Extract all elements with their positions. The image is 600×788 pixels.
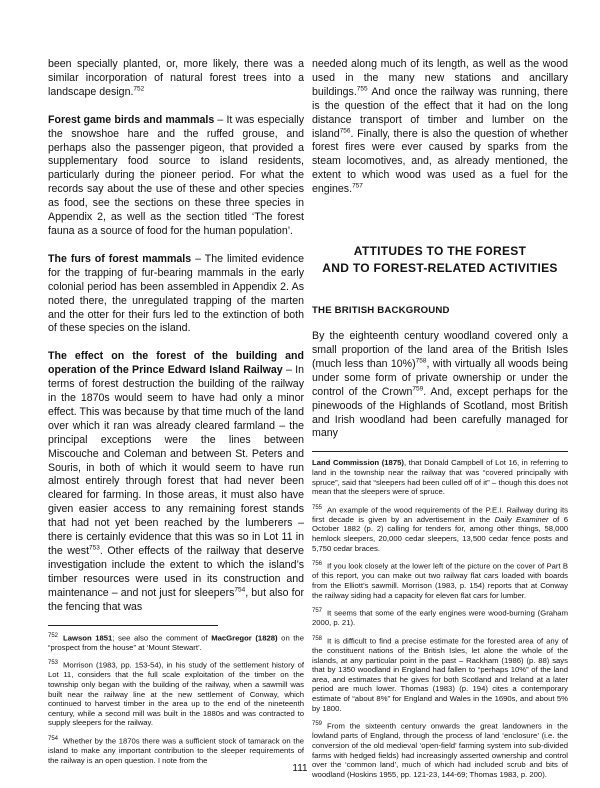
paragraph-landscape: been specially planted, or, more likely, there was a similar incorporation of natural forest trees into a landscape design.$^{752}$ <box>48 58 304 98</box>
paragraph-lead: Forest game birds and mammals <box>48 113 215 126</box>
footnote-ref-755[interactable]: 755 <box>356 85 368 93</box>
footnote-755: $^{755}$ An example of the wood requirements of the P.E.I. Railway during its first decade is given by an advertisement in the Daily Examiner of 6 October 1882 (p. 2) calling for tenders for, among other things, 58,000 hemlock sleepers, 20,000 cedar sleepers, 13,500 cedar fence posts and 5,750 cedar braces. <box>312 504 568 553</box>
left-column <box>48 58 304 772</box>
paragraph-lead: The furs of forest mammals <box>48 252 192 265</box>
paragraph-furs: The furs of forest mammals – The limited evidence for the trapping of fur-bearing mammals in the early colonial period has been assembled in Appendix 2. As noted there, the unregulated trapping of the marten and the otter for their furs led to the extinction of both of these species on the island. <box>48 252 304 335</box>
footnote-753: $^{753}$ Morrison (1983, pp. 153-54), in his study of the settlement history of Lot 11, considers that the full scale exploitation of the timber on the township only began with the building of the railway, when a sawmill was built near the railway line at the new settlement of Conway, which continued to harvest timber in the area up to the end of the nineteenth century, while a second mill was built in the 1880s and was contracted to supply sleepers for the railway. <box>48 660 304 728</box>
footnote-ref-754[interactable]: 754 <box>234 586 246 594</box>
paragraph-railway: The effect on the forest of the building and operation of the Prince Edward Island Railway – In terms of forest destruction the building of the railway in the 1870s would seem to have had only a minor effect. This was because by that time much of the land over which it ran was already cleared farmland – the principal exceptions were the lines between Miscouche and Coleman and between St. Peters and Souris, in both of which it would seem to have run almost entirely through forest that had never been cleared for farming. In those areas, it must also have given easier access to any remaining forest stands that had not yet been reached by the lumberers – there is certainly evidence that this was so in Lot 11 in the west$^{753}$. Other effects of the railway that deserve investigation include the extent to which the island’s timber resources were used in its construction and maintenance – and not just for sleepers$^{754}$, but also for the fencing that was <box>48 350 304 613</box>
paragraph-british-background: By the eighteenth century woodland covered only a small proportion of the land area of the British Isles (much less than 10%)$^{758}$, with virtually all woods being under some form of private ownership or under the control of the Crown$^{759}$. And, except perhaps for the pinewoods of the Highlands of Scotland, most British and Irish woodland had been carefully managed for many <box>312 330 568 440</box>
section-heading-line-2: AND TO FOREST-RELATED ACTIVITIES <box>322 261 558 276</box>
subsection-heading: THE BRITISH BACKGROUND <box>312 305 450 317</box>
paragraph-railway-continued: needed along much of its length, as well as the wood used in the many new stations and ancillary buildings.$^{755}$ And once the railway was running, there is the question of the effect that it had on the long distance transport of timber and lumber on the island$^{756}$. Finally, there is also the question of whether forest fires were ever caused by sparks from the steam locomotives, and, as already mentioned, the extent to which wood was used as a fuel for the engines.$^{757}$ <box>312 58 568 196</box>
footnote-divider <box>48 625 218 626</box>
footnote-752: $^{752}$ Lawson 1851; see also the comment of MacGregor (1828) on the “prospect from the house” at ‘Mount Stewart’. <box>48 632 304 652</box>
footnote-ref-757[interactable]: 757 <box>352 182 363 190</box>
footnote-ref-756[interactable]: 756 <box>339 127 351 134</box>
paragraph-lead: The effect on the forest of the building and operation of the Prince Edward Island Railway <box>48 350 304 377</box>
footnote-ref-758[interactable]: 758 <box>415 357 427 365</box>
right-column <box>312 58 568 786</box>
footnote-756: $^{756}$ If you look closely at the lower left of the picture on the cover of Part B of this report, you can make out two railway flat cars loaded with boards from the Elliott’s sawmill. Morrison (1983, p. 154) reports that at Conway the railway siding had a capacity for eleven flat cars for lumber. <box>312 561 568 600</box>
footnote-ref-759[interactable]: 759 <box>412 385 424 393</box>
footnote-754: $^{754}$ Whether by the 1870s there was a sufficient stock of tamarack on the island to make any important contribution to the sleeper requirements of the railway is an open question. I note from the <box>48 736 304 765</box>
footnote-ref-753[interactable]: 753 <box>89 544 100 552</box>
footnote-754-continued: Land Commission (1875), that Donald Campbell of Lot 16, in referring to land in the township near the railway that was “covered principally with spruce”, said that “sleepers had been culled off of it” – though this does not mean that the sleepers were of spruce. <box>312 458 568 497</box>
paragraph-game-birds: Forest game birds and mammals – It was especially the snowshoe hare and the ruffed grouse, and perhaps also the passenger pigeon, that provided a supplementary food source to island residents, particularly during the pioneer period. For what the records say about the use of these and other species as food, see the sections on these three species in Appendix 2, as well as the section titled ‘The forest fauna as a source of food for the human population’. <box>48 113 304 237</box>
footnote-757: $^{757}$ It seems that some of the early engines were wood-burning (Graham 2000, p. 21). <box>312 608 568 628</box>
footnote-divider <box>312 451 568 452</box>
footnote-758: $^{758}$ It is difficult to find a precise estimate for the forested area of any of the constituent nations of the British Isles, let alone the whole of the islands, at any particular point in the past – Rackham (1986) (p. 88) says that by 1350 woodland in England had fallen to “perhaps 10%” of the land area, and estimates that he gives for both Scotland and Ireland at a later period are much lower. Thomas (1983) (p. 194) cites a contemporary estimate of “about 8%” for England and Wales in the 1690s, and about 5% by 1800. <box>312 635 568 713</box>
page-number: 111 <box>292 763 308 774</box>
footnote-ref-752[interactable]: 752 <box>133 85 145 93</box>
footnote-759: $^{759}$ From the sixteenth century onwards the great landowners in the lowland parts of England, through the process of land ‘enclosure’ (i.e. the conversion of the old medieval ‘open-field’ farming system into sub-divided farms with hedged fields) had increasingly asserted ownership and control over the ‘common land’, much of which had included scrub and bits of woodland (Hoskins 1955, pp. 121-23, 144-69; Thomas 1983, p. 200). <box>312 721 568 779</box>
section-heading: ATTITUDES TO THE FOREST <box>353 244 527 259</box>
